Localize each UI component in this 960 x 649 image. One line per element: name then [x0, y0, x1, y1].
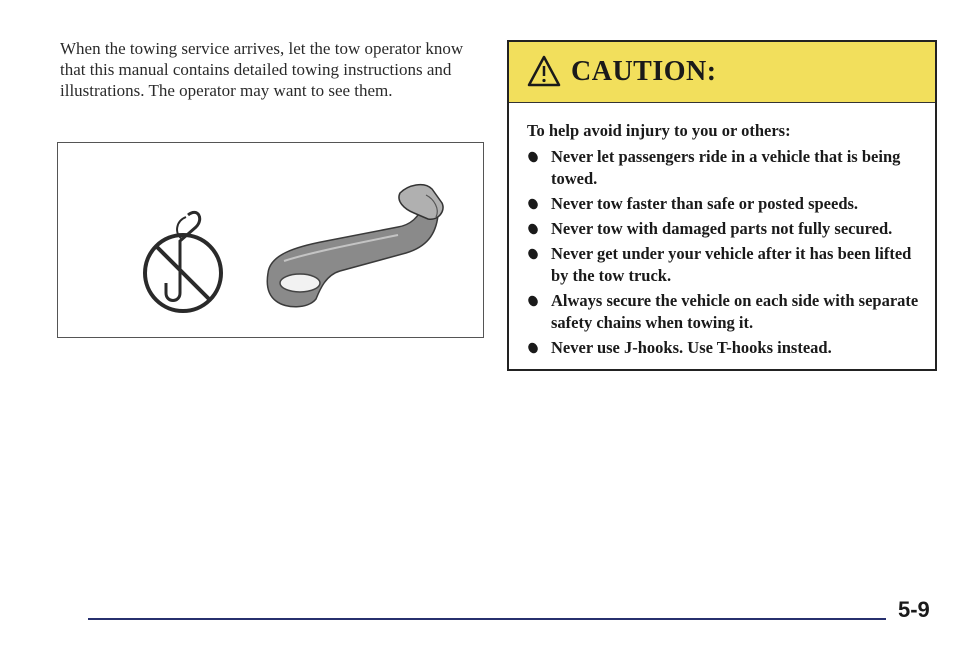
caution-item	[527, 290, 921, 334]
caution-header	[509, 42, 935, 103]
bullet-icon	[527, 151, 539, 163]
prohibited-j-hook-icon	[145, 212, 221, 311]
caution-item	[527, 218, 921, 240]
hook-illustration	[57, 142, 484, 338]
caution-item-text: Never tow faster than safe or posted speeds.	[551, 194, 859, 213]
caution-body	[527, 120, 921, 362]
intro-text: When the towing service arrives, let the tow operator know that this manual contains detailed towing instructions and illustrations. The operator may want to see them.	[60, 39, 464, 100]
bullet-icon	[527, 223, 539, 235]
bullet-icon	[527, 248, 539, 260]
caution-box	[507, 40, 937, 371]
caution-item-text: Never let passengers ride in a vehicle that is being towed.	[551, 147, 901, 188]
caution-intro: To help avoid injury to you or others:	[527, 121, 791, 140]
t-hook-icon	[267, 185, 443, 307]
footer-rule	[88, 618, 886, 620]
caution-item-text: Never tow with damaged parts not fully secured.	[551, 219, 893, 238]
caution-title: CAUTION:	[571, 56, 717, 87]
caution-list	[527, 146, 921, 359]
page-number: 5-9	[898, 597, 930, 622]
caution-item	[527, 146, 921, 190]
intro-paragraph	[60, 38, 490, 101]
caution-item-text: Always secure the vehicle on each side with separate safety chains when towing it.	[551, 291, 919, 332]
bullet-icon	[527, 342, 539, 354]
caution-item	[527, 193, 921, 215]
hook-illustration-svg	[58, 143, 485, 339]
bullet-icon	[527, 198, 539, 210]
caution-item-text: Never use J-hooks. Use T-hooks instead.	[551, 338, 832, 357]
bullet-icon	[527, 295, 539, 307]
caution-item	[527, 243, 921, 287]
caution-item-text: Never get under your vehicle after it has been lifted by the tow truck.	[551, 244, 912, 285]
warning-triangle-icon	[527, 55, 561, 87]
caution-item	[527, 337, 921, 359]
